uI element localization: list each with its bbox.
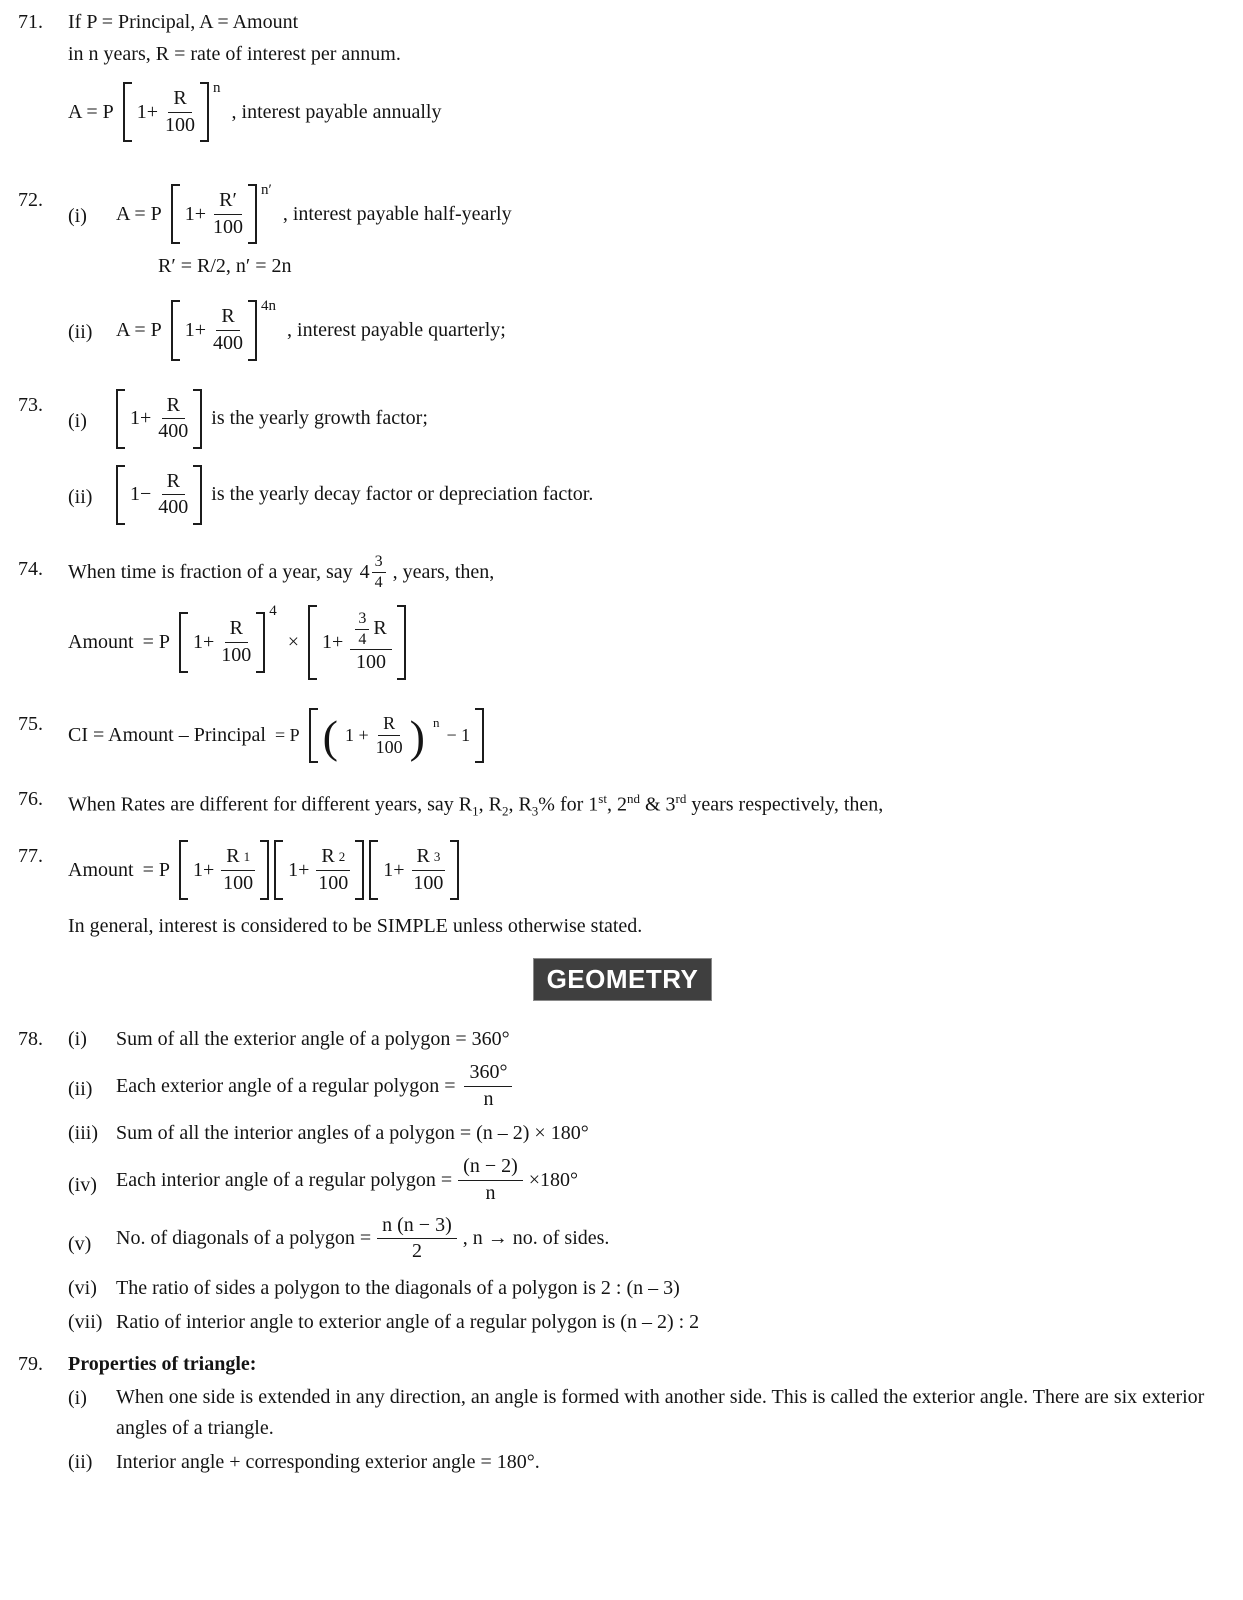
- text-segment: ×180°: [528, 1169, 579, 1191]
- fraction-numerator: [221, 845, 255, 871]
- text-segment: years respectively, then,: [686, 794, 884, 817]
- formula-lhs: Amount: [68, 631, 134, 654]
- bracket-content: [188, 612, 256, 672]
- right-bracket: [450, 840, 459, 900]
- sub-text: The ratio of sides a polygon to the diagonals of a polygon is 2 : (n – 3): [116, 1276, 680, 1299]
- left-bracket: [308, 605, 317, 680]
- sub-body: [116, 465, 1227, 525]
- sub-label: (v): [68, 1232, 92, 1255]
- bracket-content: [180, 300, 248, 360]
- sub-text: Interior angle + corresponding exterior angle = 180°.: [116, 1450, 540, 1473]
- right-bracket: [355, 840, 364, 900]
- fraction-numerator: R: [225, 617, 248, 643]
- fraction-numerator: R: [162, 470, 185, 496]
- text-segment: Each interior angle of a regular polygon =: [116, 1169, 453, 1191]
- fraction: [464, 1061, 512, 1111]
- sub-label: (ii): [68, 485, 93, 508]
- fraction-denominator: 2: [411, 1240, 422, 1263]
- text-segment: , R: [508, 794, 532, 817]
- fraction-denominator: 100: [221, 644, 252, 667]
- term: 1+: [136, 100, 159, 123]
- item-body: [68, 389, 1227, 525]
- item-number: 75.: [18, 712, 43, 735]
- math-bracket: [116, 465, 202, 525]
- fraction-denominator: 4: [374, 573, 383, 591]
- sub-item-ii: [68, 465, 1227, 525]
- bracket-content: [125, 465, 193, 525]
- sub-label: (i): [68, 1386, 87, 1409]
- fraction-numerator: R: [216, 305, 239, 331]
- subscript: 2: [338, 849, 346, 865]
- term: − 1: [446, 725, 471, 746]
- sub-item-vi: [68, 1272, 1227, 1304]
- text-segment: Each exterior angle of a regular polygon =: [116, 1074, 456, 1097]
- item-number: 78.: [18, 1028, 43, 1051]
- variable: R: [321, 845, 335, 868]
- item-74: [18, 553, 1227, 680]
- item-72: [18, 184, 1227, 360]
- item-76: [18, 783, 1227, 828]
- fraction: [377, 1214, 457, 1264]
- left-bracket: [123, 82, 132, 142]
- formula-fractional-year: [68, 605, 1227, 680]
- sub-item-ii: [68, 300, 1227, 360]
- exponent: 4: [269, 603, 277, 620]
- fraction: [158, 394, 188, 444]
- item-number: 72.: [18, 189, 43, 212]
- fraction: [221, 617, 251, 667]
- math-bracket: [179, 612, 265, 672]
- item-body: [68, 840, 1227, 942]
- variable: R: [416, 845, 430, 868]
- sub-item-iii: [68, 1117, 1227, 1149]
- item-body: [68, 783, 1227, 828]
- left-bracket: [179, 840, 188, 900]
- formula-different-rates: [68, 840, 1227, 900]
- fraction-numerator: 3: [355, 610, 369, 630]
- text-segment: When time is fraction of a year, say: [68, 560, 353, 583]
- fraction: [165, 87, 195, 137]
- sub-item-vii: [68, 1306, 1227, 1338]
- equals-term: = P: [274, 725, 300, 746]
- item-75: [18, 708, 1227, 763]
- subscript: 1: [472, 804, 479, 820]
- text-line: in n years, R = rate of interest per annum.: [68, 43, 401, 65]
- item-78: [18, 1023, 1227, 1338]
- formula-growth-factor: [116, 389, 1227, 449]
- text-segment: , 2: [606, 794, 627, 817]
- left-bracket: [171, 184, 180, 244]
- fraction: [221, 845, 255, 895]
- formula-caption: , interest payable half-yearly: [282, 202, 512, 225]
- bracket-content: [378, 840, 450, 900]
- fraction: [158, 470, 188, 520]
- whole-part: 4: [359, 560, 370, 583]
- sub-text: Sum of all the exterior angle of a polygon = 360°: [116, 1028, 510, 1051]
- fraction: [458, 1155, 523, 1205]
- fraction: [350, 610, 391, 675]
- bracket-content: [188, 840, 260, 900]
- sub-body: [116, 184, 1227, 282]
- term: 1+: [192, 858, 215, 881]
- fraction-denominator: 100: [223, 871, 254, 894]
- sub-item-i: [68, 184, 1227, 282]
- formula-lhs: A = P: [116, 318, 162, 341]
- fraction-denominator: 100: [355, 651, 386, 674]
- fraction-denominator: 400: [158, 420, 189, 443]
- equals-term: = P: [142, 631, 170, 654]
- term: 1+: [184, 202, 207, 225]
- exponent: n′: [261, 182, 272, 199]
- item-number: 77.: [18, 845, 43, 868]
- right-bracket: [397, 605, 406, 680]
- sub-label: (ii): [68, 1078, 93, 1101]
- exponent: n: [213, 80, 221, 96]
- section-title: Properties of triangle:: [68, 1352, 257, 1375]
- fraction-denominator: 100: [413, 871, 444, 894]
- sub-item-ii: [68, 1446, 1227, 1478]
- right-bracket: [200, 82, 209, 142]
- term: 1+: [184, 318, 207, 341]
- right-bracket: [248, 300, 257, 360]
- sub-label: (iv): [68, 1174, 97, 1197]
- formula-quarterly: [116, 300, 1227, 360]
- fraction-denominator: 100: [318, 871, 349, 894]
- item-number: 71.: [18, 11, 43, 33]
- formula-caption: , interest payable annually: [231, 100, 442, 123]
- term: 1 +: [344, 725, 369, 746]
- sub-label: (vii): [68, 1310, 103, 1333]
- right-bracket: [248, 184, 257, 244]
- exponent: 4n: [261, 298, 277, 315]
- fraction-numerator: (n − 2): [458, 1155, 523, 1181]
- fraction: [372, 553, 386, 591]
- right-paren: ): [409, 710, 425, 762]
- math-bracket: [116, 389, 202, 449]
- left-bracket: [309, 708, 318, 763]
- bracket-content: [317, 605, 397, 680]
- item-body: [68, 553, 1227, 680]
- fraction-numerator: [316, 845, 350, 871]
- item-77: [18, 840, 1227, 942]
- sub-text: Ratio of interior angle to exterior angle of a regular polygon is (n – 2) : 2: [116, 1310, 700, 1333]
- text-line: If P = Principal, A = Amount: [68, 11, 299, 33]
- math-bracket: [123, 82, 209, 142]
- left-bracket: [116, 465, 125, 525]
- text-segment: & 3: [639, 794, 676, 817]
- math-bracket: [309, 708, 484, 763]
- math-bracket: [308, 605, 406, 680]
- sub-text: Sum of all the interior angles of a polygon = (n – 2) × 180°: [116, 1122, 589, 1145]
- fraction-numerator: n (n − 3): [377, 1214, 457, 1240]
- equals-term: = P: [142, 858, 170, 881]
- fraction-numerator: R: [168, 87, 191, 113]
- right-bracket: [193, 465, 202, 525]
- superscript: nd: [626, 791, 640, 807]
- item-body: [68, 1348, 1227, 1478]
- fraction-numerator: R′: [214, 189, 242, 215]
- variable: R: [226, 845, 240, 868]
- fraction-denominator: n: [483, 1087, 494, 1110]
- bracket-content: [125, 389, 193, 449]
- right-bracket: [256, 612, 265, 672]
- fraction: [316, 845, 350, 895]
- formula-caption: , interest payable quarterly;: [287, 318, 506, 341]
- fraction-numerator: R: [378, 713, 400, 736]
- sub-label: (iii): [68, 1122, 98, 1145]
- subscript: 3: [531, 804, 539, 820]
- item-73: [18, 389, 1227, 525]
- right-bracket: [260, 840, 269, 900]
- sub-item-iv: [68, 1155, 1227, 1205]
- left-bracket: [179, 612, 188, 672]
- fraction-denominator: 400: [213, 331, 244, 354]
- superscript: rd: [675, 791, 687, 807]
- subscript: 3: [433, 849, 441, 865]
- sub-body: [116, 300, 1227, 360]
- text-segment: , years, then,: [392, 560, 495, 583]
- multiply-sign: ×: [287, 631, 300, 654]
- formula-compound-interest: [68, 708, 1227, 763]
- formula-caption: is the yearly growth factor;: [211, 407, 428, 430]
- formula-lhs: Amount: [68, 858, 134, 881]
- sub-label: (vi): [68, 1276, 97, 1299]
- formula-lhs: A = P: [68, 100, 114, 123]
- subscript: 2: [501, 804, 509, 820]
- nested-fraction: [355, 610, 369, 648]
- fraction-denominator: 100: [375, 737, 403, 758]
- sub-body: [116, 1214, 1227, 1264]
- formula-compound-annual: [68, 82, 1227, 142]
- right-bracket: [193, 389, 202, 449]
- fraction-numerator: R: [162, 394, 185, 420]
- math-bracket: [171, 184, 257, 244]
- item-71: [18, 6, 1227, 142]
- sub-label: (i): [68, 205, 87, 228]
- fraction-numerator: [412, 845, 446, 871]
- formula-lhs: CI = Amount – Principal: [68, 724, 266, 747]
- item-number: 73.: [18, 393, 43, 416]
- text-segment: No. of diagonals of a polygon =: [116, 1227, 372, 1250]
- term: 1+: [192, 631, 215, 654]
- sub-label: (ii): [68, 1450, 93, 1473]
- sub-body: [116, 1155, 1227, 1205]
- formula-half-yearly: [116, 184, 1227, 244]
- text-with-mixed-number: [68, 553, 1227, 591]
- term: 1+: [288, 858, 310, 881]
- bracket-content: [318, 708, 475, 763]
- formula-lhs: A = P: [116, 202, 162, 225]
- item-number: 79.: [18, 1352, 43, 1375]
- math-bracket: [369, 840, 459, 900]
- text-line: [68, 783, 1227, 828]
- left-bracket: [171, 300, 180, 360]
- sub-item-v: [68, 1214, 1227, 1264]
- sub-label: (i): [68, 409, 87, 432]
- fraction-denominator: 100: [165, 113, 196, 136]
- fraction: [376, 713, 403, 758]
- sub-body: [116, 1061, 1227, 1111]
- item-79: [18, 1348, 1227, 1478]
- formula-exterior-angle: [116, 1061, 1227, 1111]
- geometry-header-row: [18, 958, 1227, 1001]
- term: 1+: [130, 407, 152, 430]
- sub-item-ii: [68, 1061, 1227, 1111]
- item-body: [68, 1023, 1227, 1338]
- left-paren: (: [322, 710, 338, 762]
- fraction-denominator: 400: [158, 496, 189, 519]
- subscript: 1: [243, 849, 251, 865]
- item-number: 74.: [18, 557, 43, 580]
- math-bracket: [179, 840, 269, 900]
- superscript: st: [598, 791, 607, 807]
- term: R: [373, 617, 387, 640]
- bracket-content: [180, 184, 248, 244]
- item-body: [68, 6, 1227, 142]
- fraction: [213, 189, 243, 239]
- formula-caption: is the yearly decay factor or depreciation factor.: [211, 483, 594, 506]
- sub-item-i: [68, 1023, 1227, 1055]
- text-segment: , n → no. of sides.: [462, 1227, 610, 1250]
- note-line: In general, interest is considered to be SIMPLE unless otherwise stated.: [68, 915, 643, 938]
- left-bracket: [116, 389, 125, 449]
- item-body: [68, 708, 1227, 763]
- fraction-numerator: 360°: [464, 1061, 512, 1087]
- sub-item-i: [68, 1382, 1227, 1444]
- fraction: [412, 845, 446, 895]
- math-bracket: [171, 300, 257, 360]
- fraction-numerator: 3: [372, 553, 386, 573]
- term: 1−: [130, 483, 152, 506]
- math-bracket: [274, 840, 364, 900]
- formula-interior-angle: [116, 1155, 1227, 1205]
- text-segment: When Rates are different for different years, say R: [68, 794, 473, 817]
- sub-text: When one side is extended in any direction, an angle is formed with another side. This is called the exterior angle. There are six exterior angles of a triangle.: [116, 1385, 1205, 1439]
- left-bracket: [369, 840, 378, 900]
- term: 1+: [322, 631, 344, 654]
- geometry-section-header: GEOMETRY: [533, 958, 713, 1001]
- fraction-denominator: 4: [358, 630, 367, 648]
- sub-label: (i): [68, 1028, 87, 1051]
- sub-item-i: [68, 389, 1227, 449]
- text-segment: , R: [478, 794, 502, 817]
- note-line: R′ = R/2, n′ = 2n: [158, 255, 292, 278]
- fraction-denominator: 100: [213, 215, 244, 238]
- sub-label: (ii): [68, 321, 93, 344]
- fraction: [213, 305, 243, 355]
- sub-body: [116, 389, 1227, 449]
- item-body: [68, 184, 1227, 360]
- term: 1+: [383, 858, 405, 881]
- right-bracket: [475, 708, 484, 763]
- fraction-numerator: [350, 610, 391, 650]
- mixed-number: [360, 553, 386, 591]
- exponent: n: [432, 714, 440, 730]
- item-number: 76.: [18, 788, 43, 811]
- formula-diagonals: [116, 1214, 1227, 1264]
- text-segment: % for 1: [538, 794, 599, 817]
- formula-decay-factor: [116, 465, 1227, 525]
- fraction-denominator: n: [485, 1182, 496, 1204]
- left-bracket: [274, 840, 283, 900]
- bracket-content: [283, 840, 355, 900]
- bracket-content: [132, 82, 200, 142]
